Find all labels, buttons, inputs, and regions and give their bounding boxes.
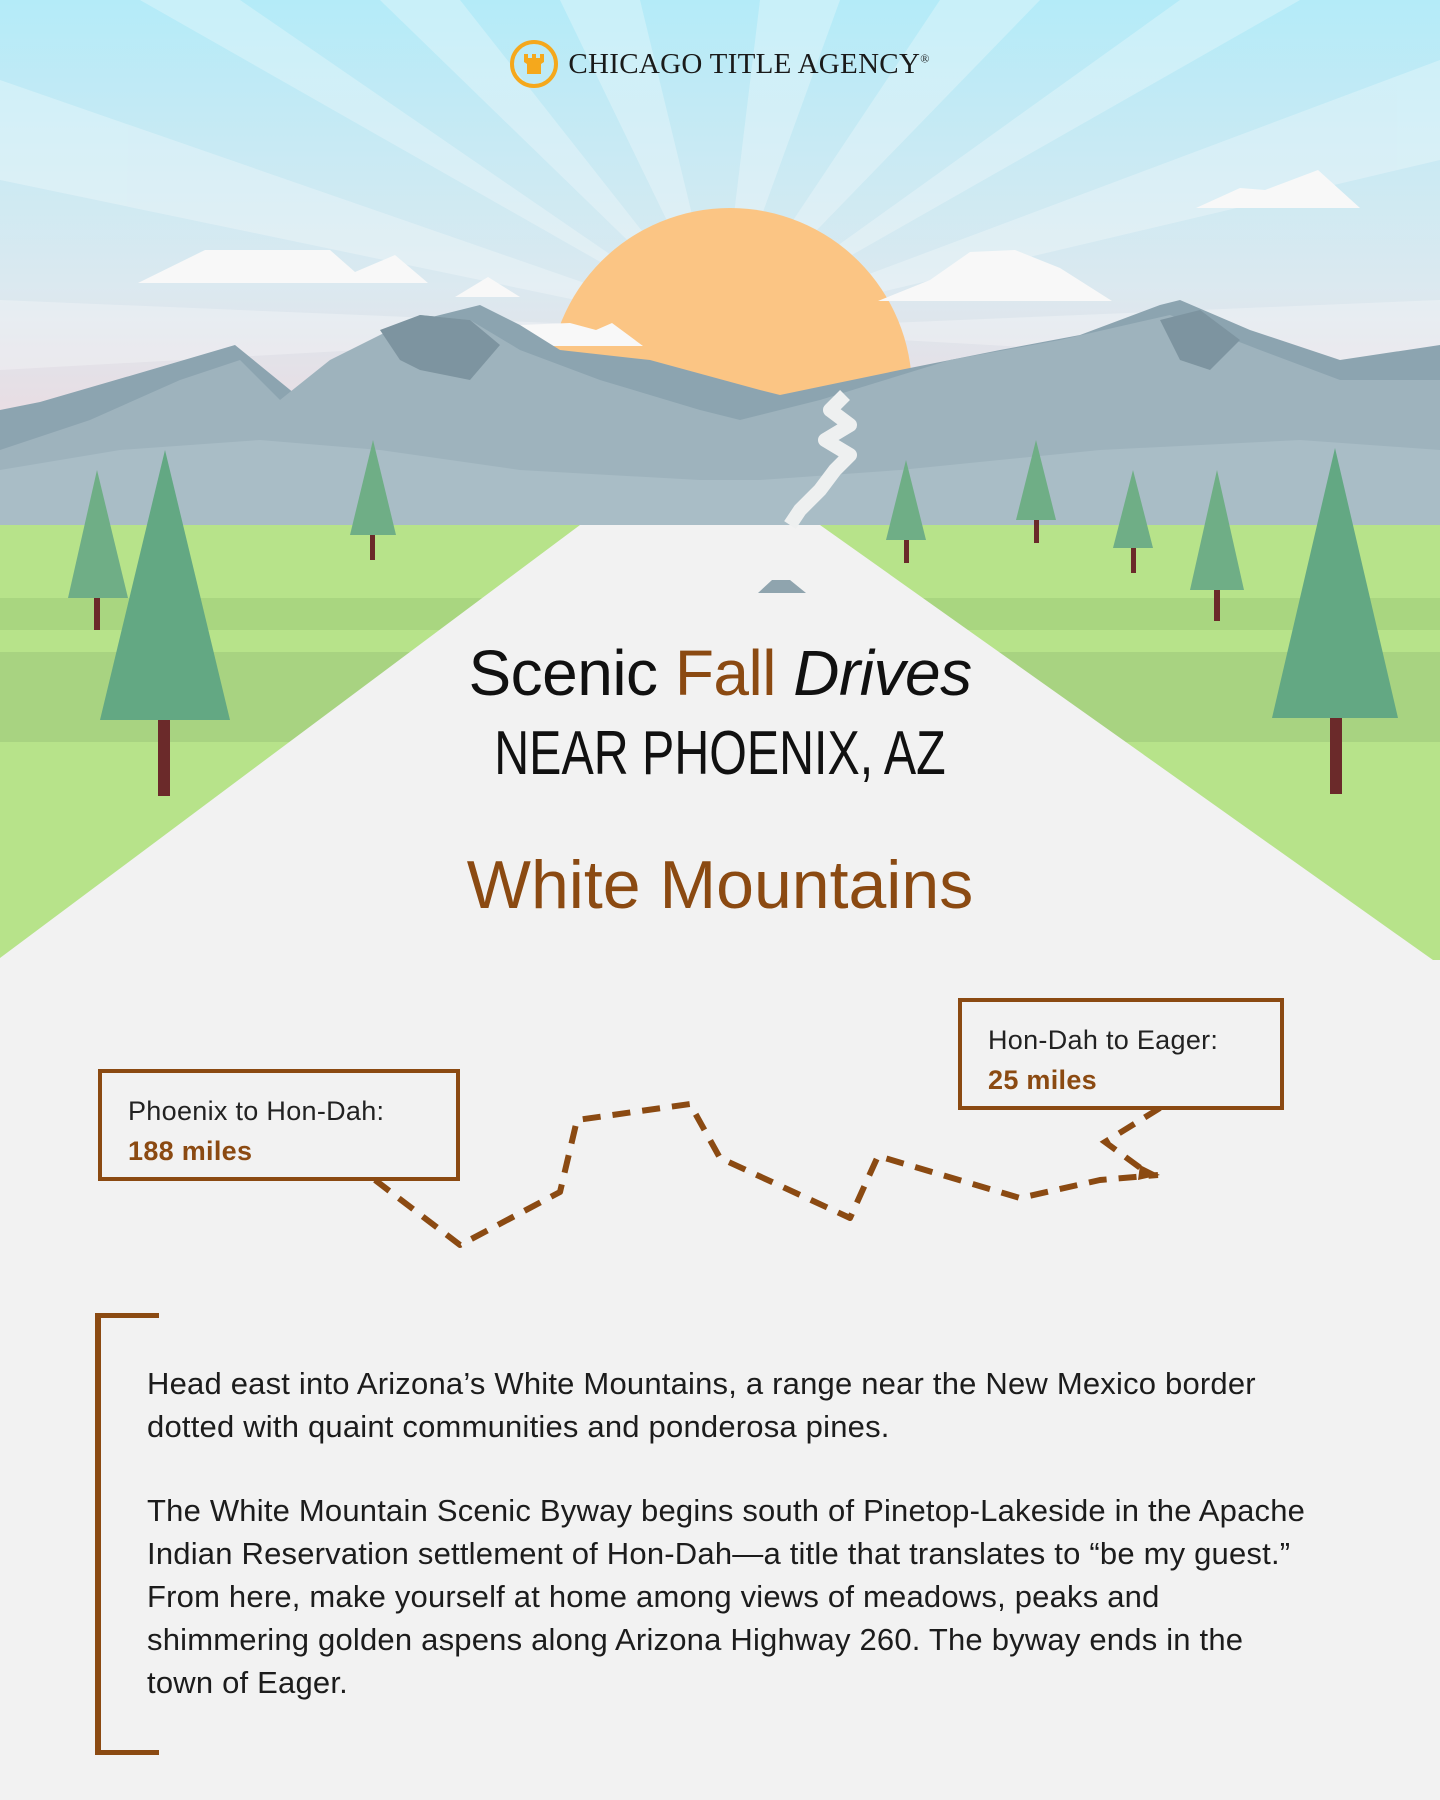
title-word-scenic: Scenic [468,637,658,709]
route-leg-label: Hon-Dah to Eager: [988,1025,1219,1055]
route-leg-distance: 25 miles [988,1065,1097,1095]
title-word-drives: Drives [793,637,972,709]
body-text [147,1362,1307,1745]
registered-mark: ® [920,50,930,65]
castle-tower-icon [510,40,558,88]
route-leg-callout [958,998,1284,1110]
brand-header [0,40,1440,88]
page-subtitle: NEAR PHOENIX, AZ [494,719,946,788]
brand-name: CHICAGO TITLE AGENCY® [568,47,930,80]
page-title [0,636,1440,710]
route-leg-label: Phoenix to Hon-Dah: [128,1096,385,1126]
title-word-fall: Fall [674,637,776,709]
body-paragraph: Head east into Arizona’s White Mountains, a range near the New Mexico border dotted with quaint communities and ponderosa pines. [147,1366,1256,1444]
body-paragraph: The White Mountain Scenic Byway begins south of Pinetop-Lakeside in the Apache Indian Reservation settlement of Hon-Dah—a title that translates to “be my guest.” From here, make yourself at home among views of meadows, peaks and shimmering golden aspens along Arizona Highway 260. The byway ends in the town of Eager. [147,1493,1306,1700]
section-heading: White Mountains [466,847,974,923]
route-leg-distance: 188 miles [128,1136,253,1166]
route-leg-callout [98,1069,460,1181]
